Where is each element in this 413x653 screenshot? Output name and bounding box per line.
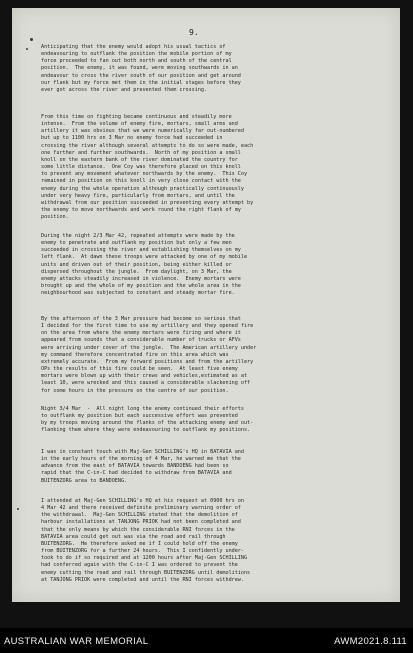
paragraph-afternoon-3-mar: By the afternoon of the 3 Mar pressure had become so serious that I decided for the first time to use my artillery and they opened fire on the area from where the enemy mortars were firing and where it appeared from sounds that a considerable number of trucks or AFVs were arriving under cover of the jungle. The American artillery under my command therefore concentrated fire on this area which was extremely accurate. From my forward positions and from the artillery OPs the results of this fire could be seen. At least five enemy mortars were blown up with their crews and vehicles,estimated as at least 10, were wrecked and this caused a considerable slackening off for some hours in the pressure on the centre of our position. (41, 316, 257, 394)
punch-hole-mark (30, 38, 33, 41)
record-id: AWM2021.8.111 (334, 636, 407, 647)
institution-name: AUSTRALIAN WAR MEMORIAL (4, 636, 149, 647)
page-number: 9. (189, 28, 199, 37)
paragraph-anticipating: Anticipating that the enemy would adopt his usual tactics of endeavouring to outflank the position the mobile portion of my force proceeded to fan out both north and south of the central position. The enemy, it was found, were moving southwards in an endeavour to cross the river south of our position and get around our flank but my force met them in the initial stages before they ever got across the river and prevented them crossing. (41, 44, 241, 93)
punch-hole-mark (17, 508, 19, 510)
paragraph-night-2-3-mar: During the night 2/3 Mar 42, repeated attempts were made by the enemy to penetrate and outflank my position but only a few men succeeded in crossing the river and establishing themselves on my left flank. At dawn these troops were attacked by one of my mobile units and driven out of their position, being either killed or dispersed throughout the jungle. From daylight, on 3 Mar, the enemy attacks steadily increased in violence. Enemy mortars were brought up and the whole of my position and the whole area in the neighbourhood was subjected to constant and steady mortar fire. (41, 233, 248, 297)
punch-hole-mark (26, 48, 28, 50)
paragraph-withdrawal-order: I attended at Maj-Gen SCHILLING's HQ at his request at 0900 hrs on 4 Mar 42 and there received definite preliminary warning order of the withdrawal. Maj-Gen SCHILLING stated that the demolition of harbour installations at TANJONG PRIOK had not been completed and that the only means by which the considerable RNI forces in the BATAVIA area could get out was via the road and rail through BUITENZORG. He therefore asked me if I could hold off the enemy from BUITENZORG for a further 24 hours. This I confidently under- took to do if so required and at 1200 hours after Maj-Gen SCHILLING had conferred again with the C-in-C I was ordered to prevent the enemy cutting the road and rail through BUITENZORG until demolitions at TANJONG PRIOK were completed and until the RNI forces withdrew. (41, 498, 251, 583)
paragraph-fighting-continuous: From this time on fighting became continuous and steadily more intense. From the volume of enemy fire, mortars, small arms and artillery it was obvious that we were numerically far out-numbered but up to 1100 hrs on 3 Mar no enemy force had succeeded in crossing the river although several attempts to do so were made, each one further and further southwards. North of my position a small knoll on the eastern bank of the river dominated the country for some little distance. One Coy was therefore placed on this knoll to prevent any movement whatever northwards by the enemy. This Coy remained in position on this knoll in very close contact with the enemy during the whole operation although practically continuously under very heavy fire, particularly from mortars, and until the withdrawal from our position succeeded in preventing every attempt by the enemy to move northwards and work round the right flank of my position. (41, 114, 254, 221)
footer-bar (0, 628, 413, 653)
paragraph-contact-schilling: I was in constant touch with Maj-Gen SCHILLING's HQ in BATAVIA and in the early hours of the morning of 4 Mar, he warned me that the advance from the east of BATAVIA towards BANDOENG had been so rapid that the C-in-C had decided to withdraw from BATAVIA and BUITENZORG area to BANDOENG. (41, 449, 244, 484)
paragraph-night-3-4-mar: Night 3/4 Mar - All night long the enemy continued their efforts to outflank my position but each successive effort was prevented by my troops moving around the flanks of the attacking enemy and out- flanking them where they were endeavouring to outflank my positions. (41, 406, 254, 434)
